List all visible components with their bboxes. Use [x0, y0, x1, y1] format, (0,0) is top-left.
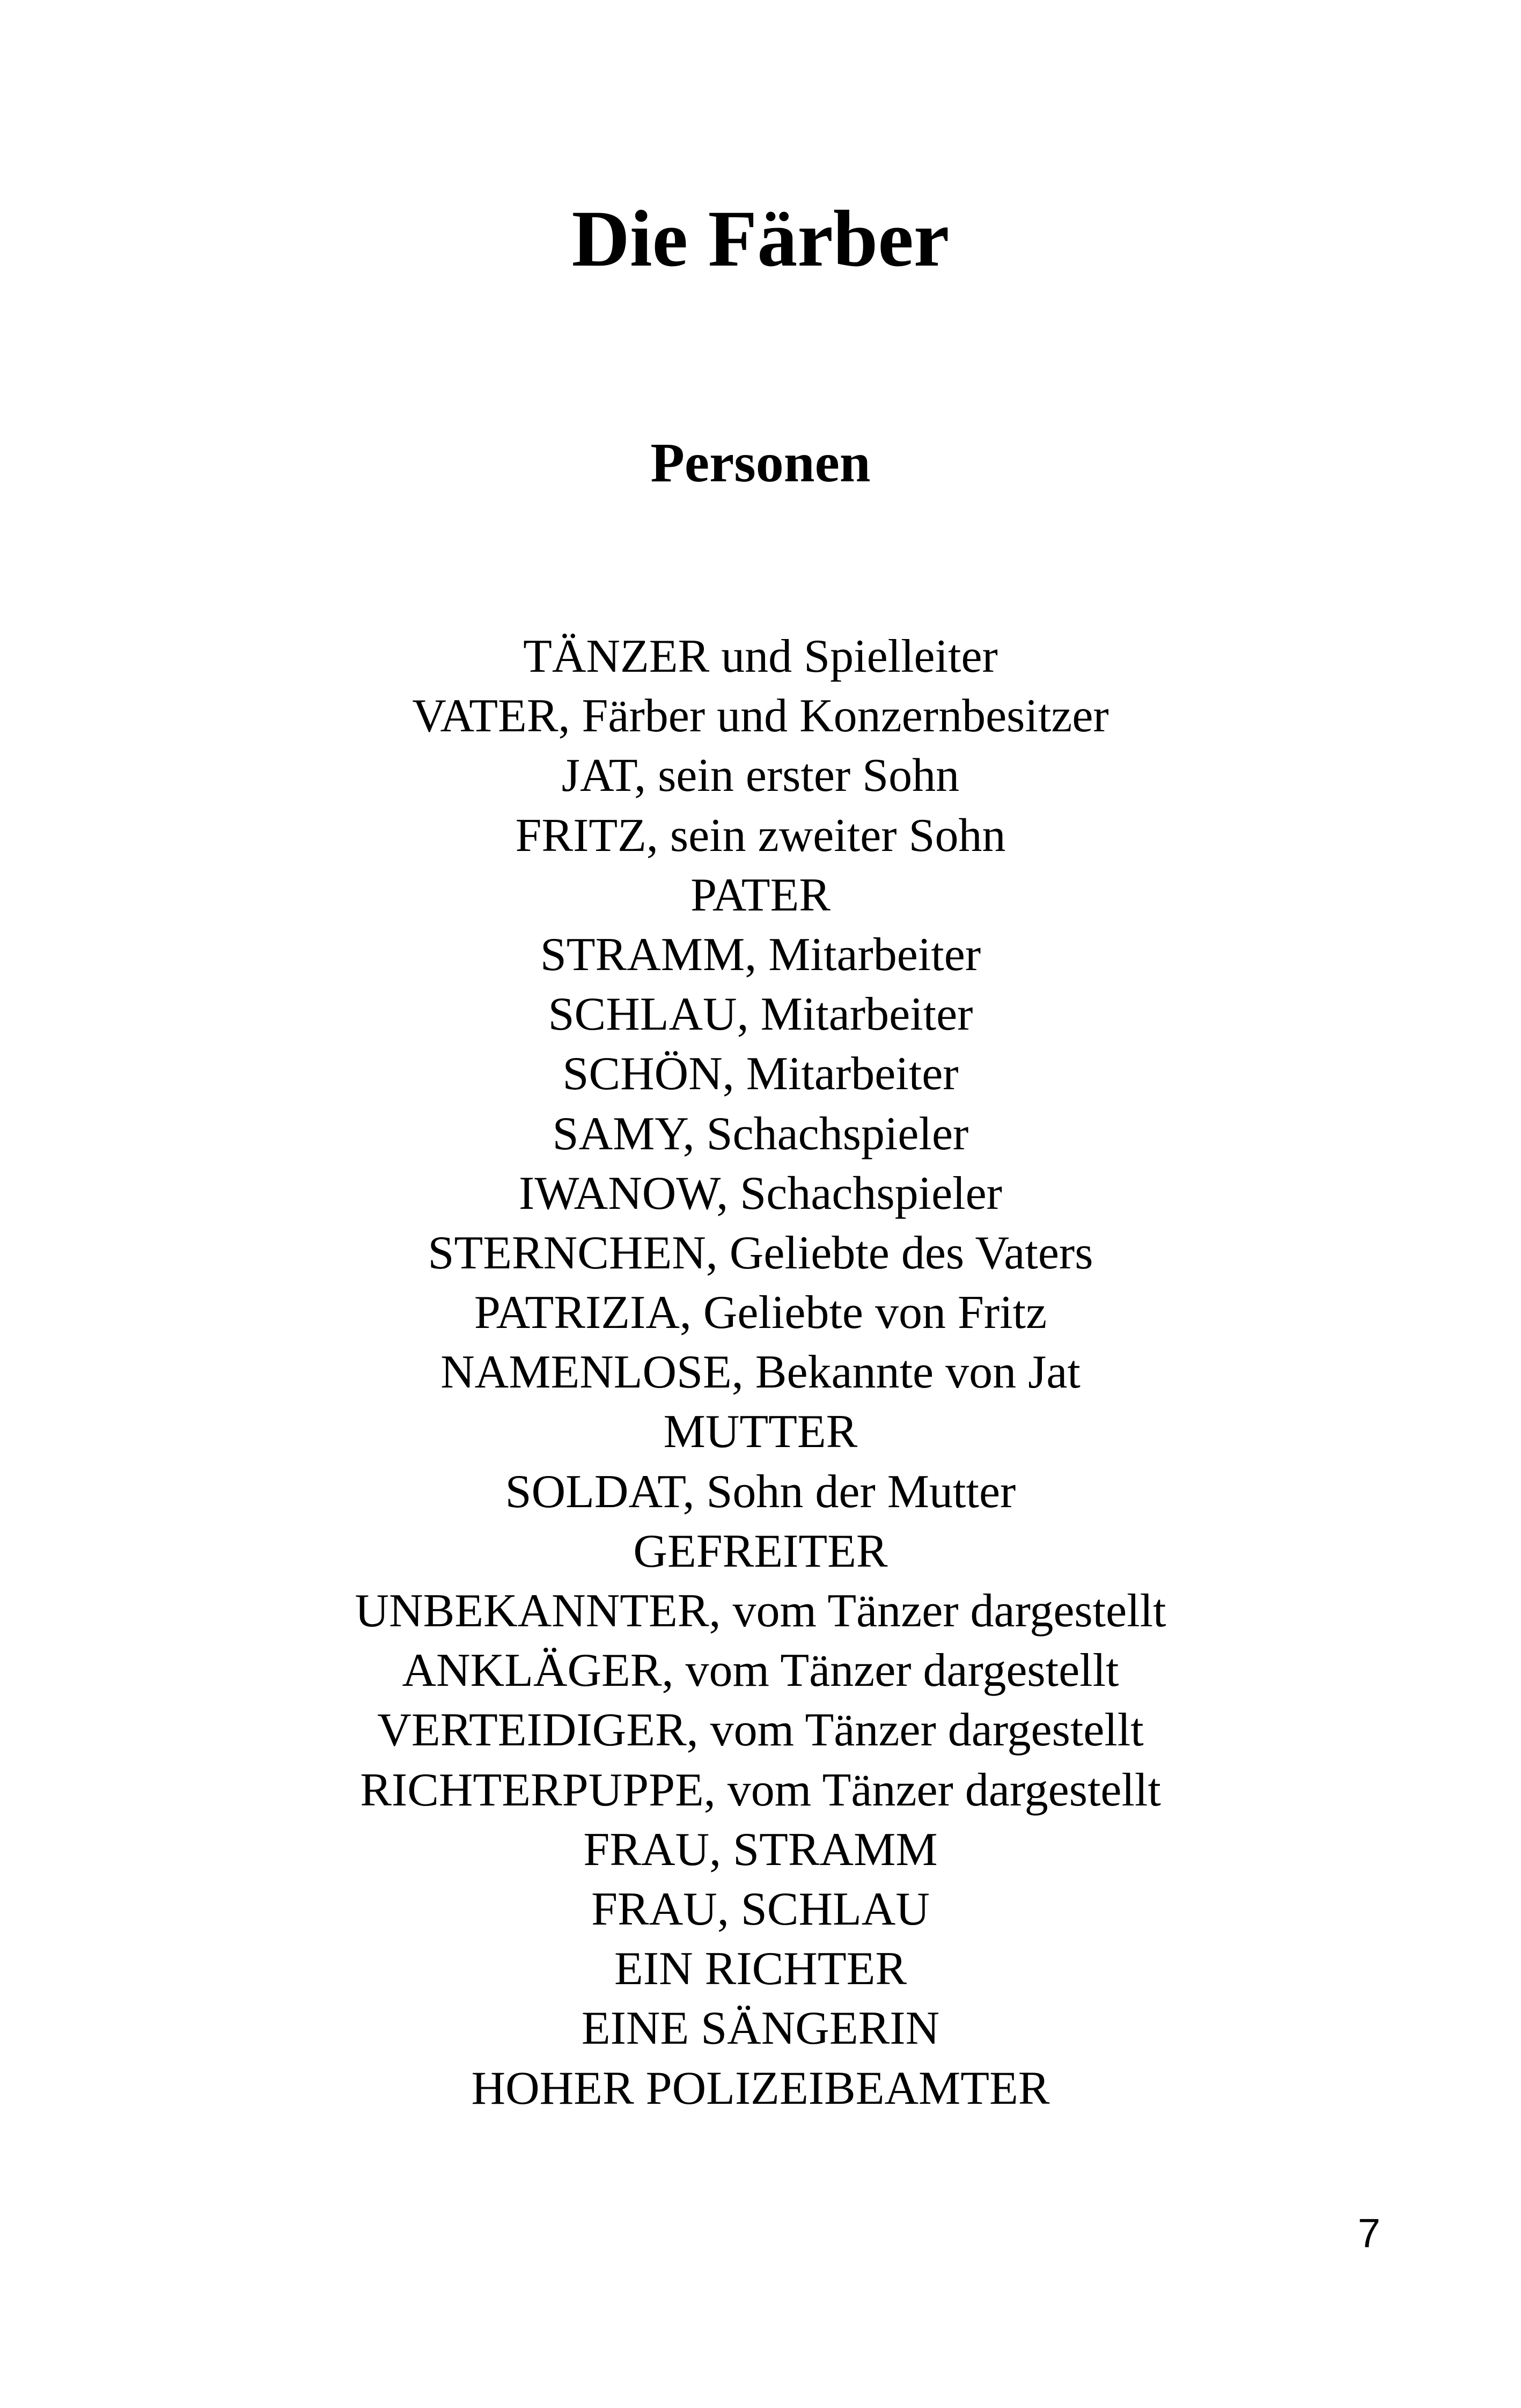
cast-item: GEFREITER — [633, 1525, 888, 1577]
section-heading: Personen — [650, 432, 871, 494]
cast-item: NAMENLOSE, Bekannte von Jat — [440, 1346, 1081, 1399]
cast-item: FRAU, SCHLAU — [591, 1883, 930, 1935]
cast-item: SOLDAT, Sohn der Mutter — [505, 1465, 1016, 1518]
page-title: Die Färber — [571, 194, 950, 283]
cast-item: SCHÖN, Mitarbeiter — [562, 1048, 959, 1100]
cast-item: MUTTER — [663, 1406, 858, 1458]
cast-item: FRITZ, sein zweiter Sohn — [515, 809, 1006, 862]
cast-item: HOHER POLIZEIBEAMTER — [471, 2062, 1050, 2115]
cast-item: SCHLAU, Mitarbeiter — [548, 988, 973, 1041]
cast-item: IWANOW, Schachspieler — [519, 1167, 1002, 1220]
page-number: 7 — [1357, 2211, 1380, 2256]
cast-item: EINE SÄNGERIN — [581, 2002, 940, 2055]
cast-item: FRAU, STRAMM — [583, 1823, 938, 1876]
cast-item: STERNCHEN, Geliebte des Vaters — [428, 1227, 1093, 1279]
cast-item: EIN RICHTER — [614, 1943, 907, 1995]
cast-item: STRAMM, Mitarbeiter — [540, 928, 981, 981]
cast-item: ANKLÄGER, vom Tänzer dargestellt — [402, 1645, 1119, 1697]
cast-item: PATRIZIA, Geliebte von Fritz — [474, 1287, 1047, 1339]
cast-item: VERTEIDIGER, vom Tänzer dargestellt — [377, 1704, 1144, 1757]
cast-item: JAT, sein erster Sohn — [561, 750, 960, 802]
cast-item: VATER, Färber und Konzernbesitzer — [412, 690, 1109, 743]
cast-item: RICHTERPUPPE, vom Tänzer dargestellt — [360, 1764, 1161, 1816]
cast-list — [0, 627, 1521, 2118]
cast-item: PATER — [690, 869, 831, 921]
cast-item: UNBEKANNTER, vom Tänzer dargestellt — [355, 1585, 1166, 1637]
cast-item: TÄNZER und Spielleiter — [523, 630, 998, 682]
cast-item: SAMY, Schachspieler — [552, 1107, 969, 1160]
